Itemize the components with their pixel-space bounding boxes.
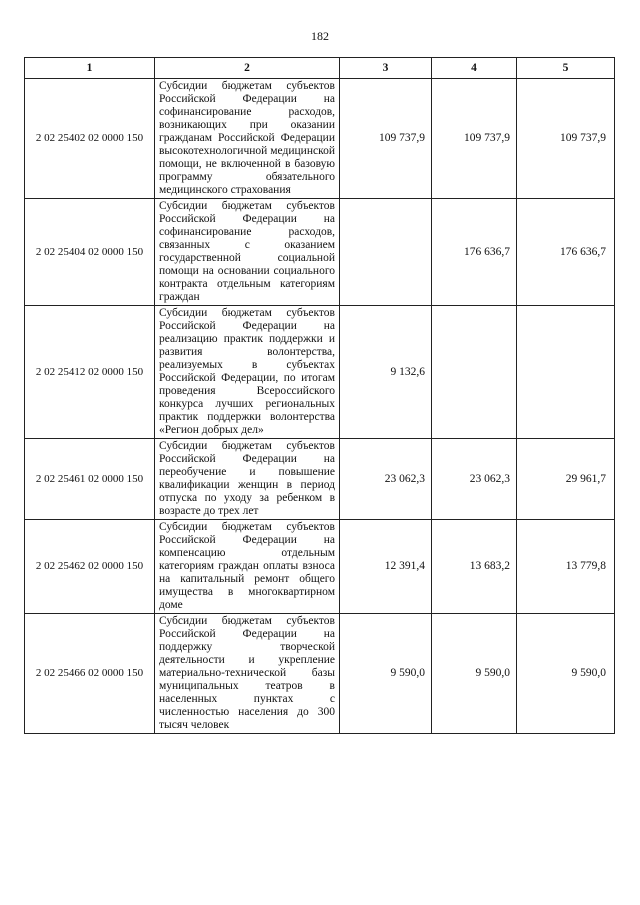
row-value-col4 [432, 306, 517, 439]
row-value-col5: 109 737,9 [517, 79, 615, 199]
row-code: 2 02 25404 02 0000 150 [25, 199, 155, 306]
row-description: Субсидии бюджетам субъектов Российской Федерации на поддержку творческой деятельности и укрепление материально-технической базы муниципальных театров в населенных пунктах с численностью населения до 300 тысяч человек [155, 614, 340, 734]
row-value-col5 [517, 306, 615, 439]
row-description: Субсидии бюджетам субъектов Российской Федерации на софинансирование расходов, возникающих при оказании гражданам Российской Федерации высокотехнологичной медицинской помощи, не включенной в базовую программу обязательного медицинского страхования [155, 79, 340, 199]
row-value-col3: 9 132,6 [340, 306, 432, 439]
column-header-5: 5 [517, 58, 615, 79]
column-header-2: 2 [155, 58, 340, 79]
column-header-1: 1 [25, 58, 155, 79]
row-description: Субсидии бюджетам субъектов Российской Федерации на переобучение и повышение квалификации женщин в период отпуска по уходу за ребенком в возрасте до трех лет [155, 439, 340, 520]
table-row [25, 199, 615, 306]
row-value-col3: 109 737,9 [340, 79, 432, 199]
row-value-col5: 29 961,7 [517, 439, 615, 520]
table-header-row [25, 58, 615, 79]
row-code: 2 02 25461 02 0000 150 [25, 439, 155, 520]
budget-table [24, 57, 615, 734]
table-row [25, 614, 615, 734]
row-value-col4: 23 062,3 [432, 439, 517, 520]
column-header-4: 4 [432, 58, 517, 79]
row-value-col4: 109 737,9 [432, 79, 517, 199]
table-row [25, 520, 615, 614]
row-value-col3 [340, 199, 432, 306]
table-row [25, 439, 615, 520]
page-number: 182 [311, 29, 329, 43]
row-value-col5: 9 590,0 [517, 614, 615, 734]
row-value-col4: 176 636,7 [432, 199, 517, 306]
row-code: 2 02 25402 02 0000 150 [25, 79, 155, 199]
row-description: Субсидии бюджетам субъектов Российской Федерации на реализацию практик поддержки и развития волонтерства, реализуемых в субъектах Российской Федерации, по итогам проведения Всероссийского конкурса лучших региональных практик поддержки волонтерства «Регион добрых дел» [155, 306, 340, 439]
column-header-3: 3 [340, 58, 432, 79]
row-code: 2 02 25466 02 0000 150 [25, 614, 155, 734]
row-code: 2 02 25412 02 0000 150 [25, 306, 155, 439]
row-value-col3: 9 590,0 [340, 614, 432, 734]
row-value-col4: 13 683,2 [432, 520, 517, 614]
row-value-col3: 12 391,4 [340, 520, 432, 614]
row-description: Субсидии бюджетам субъектов Российской Федерации на компенсацию отдельным категориям граждан оплаты взноса на капитальный ремонт общего имущества в многоквартирном доме [155, 520, 340, 614]
row-value-col4: 9 590,0 [432, 614, 517, 734]
row-code: 2 02 25462 02 0000 150 [25, 520, 155, 614]
row-value-col3: 23 062,3 [340, 439, 432, 520]
row-value-col5: 176 636,7 [517, 199, 615, 306]
row-value-col5: 13 779,8 [517, 520, 615, 614]
table-row [25, 306, 615, 439]
table-row [25, 79, 615, 199]
row-description: Субсидии бюджетам субъектов Российской Федерации на софинансирование расходов, связанных с оказанием государственной социальной помощи на основании социального контракта отдельным категориям граждан [155, 199, 340, 306]
